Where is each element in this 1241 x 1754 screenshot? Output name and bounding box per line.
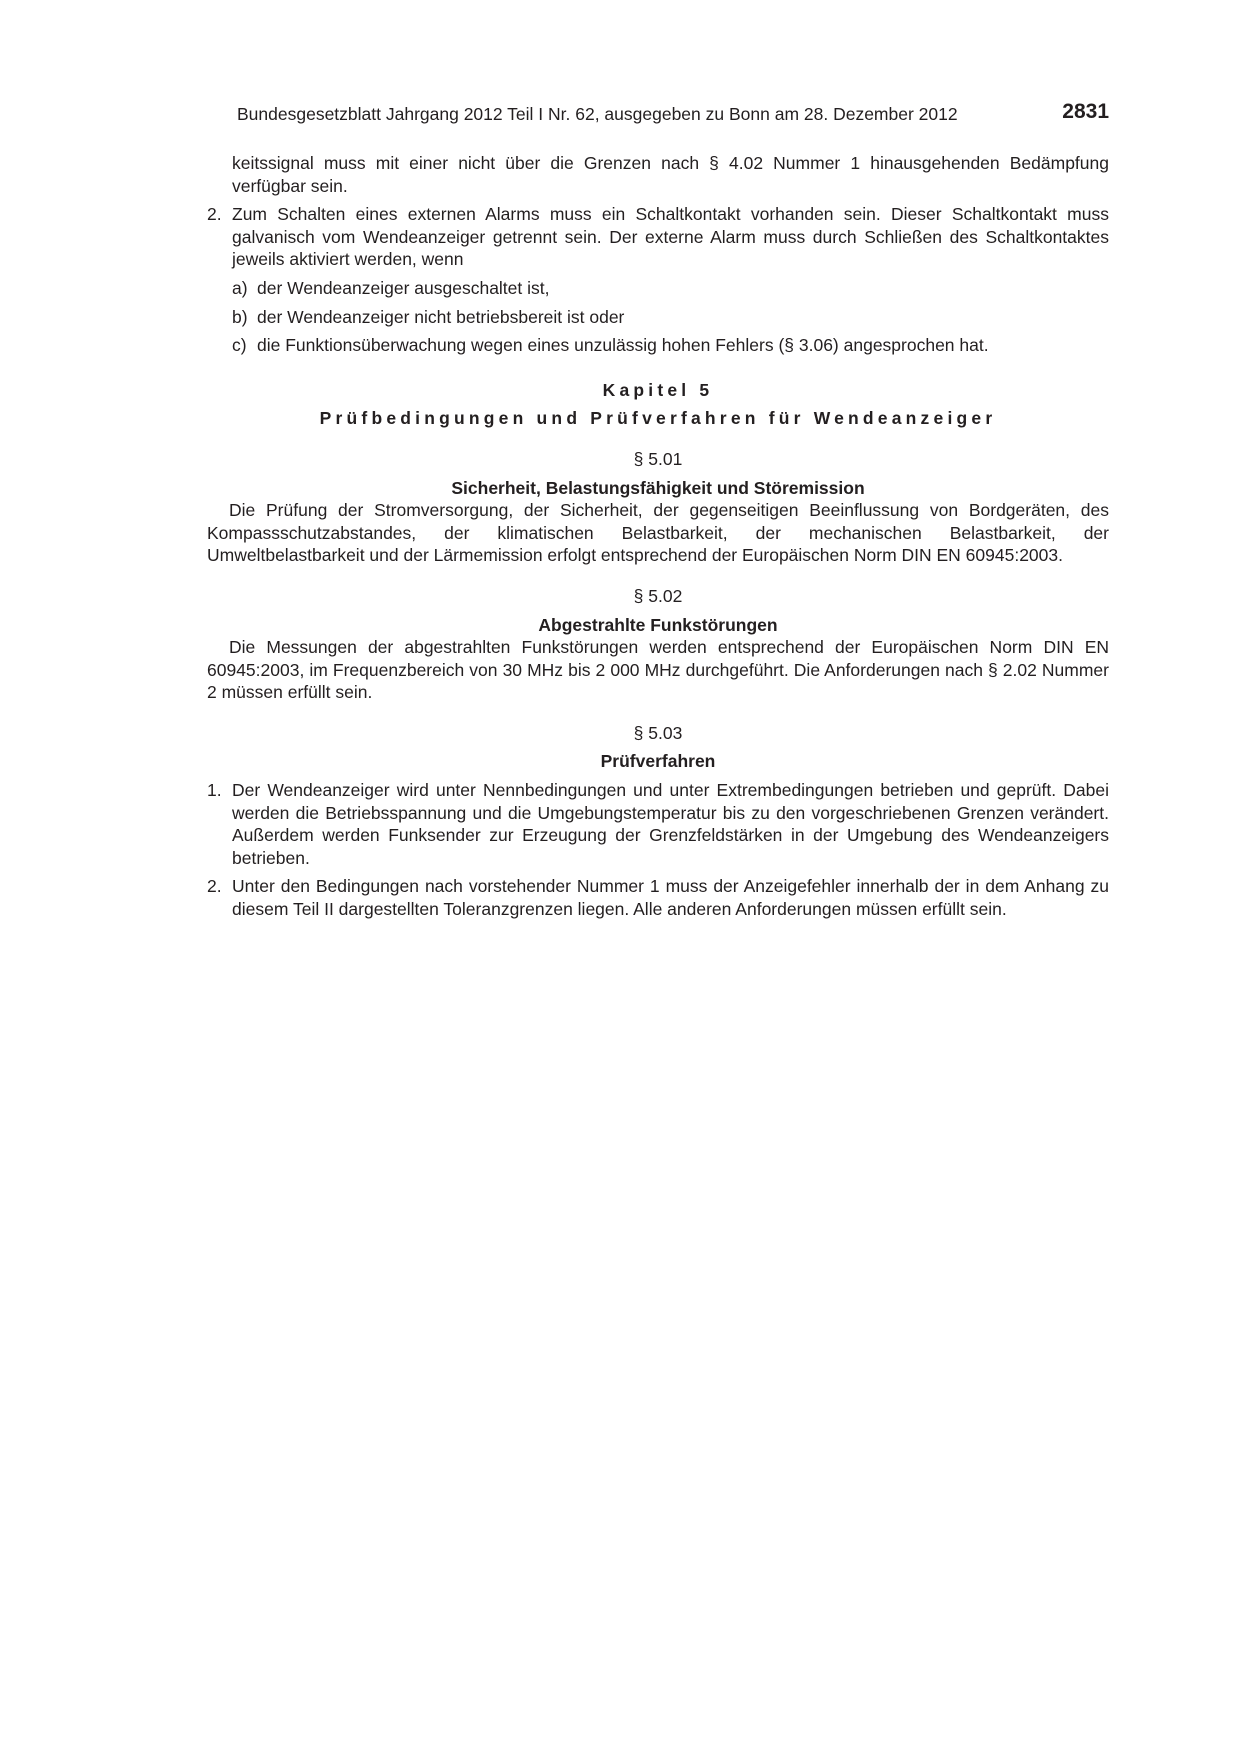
- running-header: [237, 101, 1109, 127]
- list-item-number: 2.: [207, 204, 222, 225]
- sublist-item-letter: c): [232, 335, 247, 356]
- sublist-item-text: die Funktionsüberwachung wegen eines unzulässig hohen Fehlers (§ 3.06) angesprochen hat.: [257, 335, 989, 356]
- section-number: § 5.01: [633, 448, 683, 469]
- sublist-item-a: [207, 277, 1109, 300]
- sublist-item-letter: a): [232, 277, 248, 298]
- list-item-text: Zum Schalten eines externen Alarms muss ein Schaltkontakt vorhanden sein. Dieser Schaltkontakt muss galvanisch vom Wendeanzeiger getrennt sein. Der externe Alarm muss durch Schließen des Schaltkontaktes jeweils aktiviert werden, wenn: [232, 204, 1109, 270]
- list-item-2: [207, 875, 1109, 920]
- page-number: 2831: [1062, 100, 1109, 123]
- list-item-2: [207, 203, 1109, 271]
- section-paragraph: Die Messungen der abgestrahlten Funkstörungen werden entsprechend der Europäischen Norm DIN EN 60945:2003, im Frequenzbereich von 30 MHz bis 2 000 MHz durchgeführt. Die Anforderungen nach § 2.02 Nummer 2 müssen erfüllt sein.: [207, 637, 1109, 703]
- continued-paragraph: keitssignal muss mit einer nicht über die Grenzen nach § 4.02 Nummer 1 hinausgehenden Bedämpfung verfügbar sein.: [232, 153, 1109, 196]
- list-item-text: Der Wendeanzeiger wird unter Nennbedingungen und unter Extrembedingungen betrieben und geprüft. Dabei werden die Betriebsspannung und die Umgebungstemperatur bis zu den vorgeschriebenen Grenzen verändert. Außerdem werden Funksender zur Erzeugung der Grenzfeldstärken in der Umgebung des Wendeanzeigers betrieben.: [232, 780, 1109, 868]
- sublist-item-text: der Wendeanzeiger ausgeschaltet ist,: [257, 277, 550, 298]
- list-item-number: 2.: [207, 876, 222, 897]
- section-title: Abgestrahlte Funkstörungen: [538, 614, 778, 635]
- section-paragraph: Die Prüfung der Stromversorgung, der Sicherheit, der gegenseitigen Beeinflussung von Bordgeräten, des Kompassschutzabstandes, der klimatischen Belastbarkeit, der mechanischen Belastbarkeit, der Umweltbelastbarkeit und der Lärmemission erfolgt entsprechend der Europäischen Norm DIN EN 60945:2003.: [207, 500, 1109, 566]
- page-body: [207, 152, 1109, 921]
- chapter-title: Prüfbedingungen und Prüfverfahren für Wendeanzeiger: [319, 408, 997, 429]
- sublist-item-text: der Wendeanzeiger nicht betriebsbereit ist oder: [257, 306, 625, 327]
- section-number: § 5.03: [633, 722, 683, 743]
- chapter-label: Kapitel 5: [602, 379, 714, 400]
- list-item-number: 1.: [207, 780, 222, 801]
- sublist-item-c: [207, 334, 1109, 357]
- section-title: Prüfverfahren: [600, 751, 716, 772]
- list-item-text: Unter den Bedingungen nach vorstehender Nummer 1 muss der Anzeigefehler innerhalb der in dem Anhang zu diesem Teil II dargestellten Toleranzgrenzen liegen. Alle anderen Anforderungen müssen erfüllt sein.: [232, 876, 1109, 920]
- list-item-1: [207, 779, 1109, 869]
- section-title: Sicherheit, Belastungsfähigkeit und Störemission: [451, 477, 865, 498]
- sublist-item-letter: b): [232, 306, 248, 327]
- sublist-item-b: [207, 306, 1109, 329]
- section-number: § 5.02: [633, 585, 683, 606]
- running-title: Bundesgesetzblatt Jahrgang 2012 Teil I Nr. 62, ausgegeben zu Bonn am 28. Dezember 2012: [237, 104, 958, 124]
